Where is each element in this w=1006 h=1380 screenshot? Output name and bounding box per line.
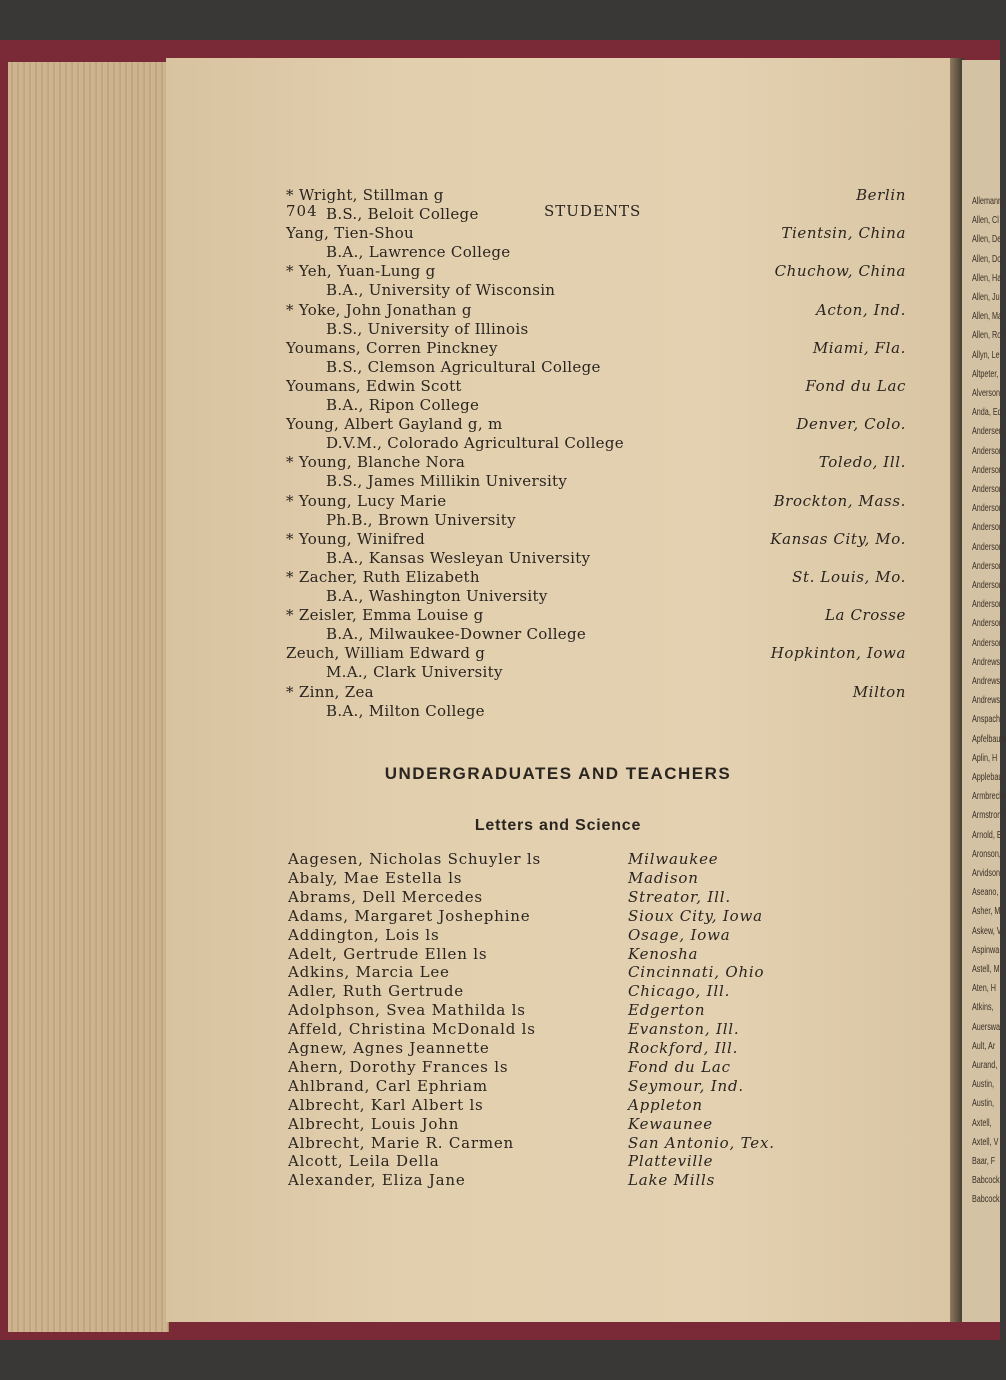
student-location: Seymour, Ind.: [628, 1076, 744, 1095]
graduate-entry: [166, 186, 950, 224]
undergraduate-entry: [166, 963, 950, 982]
facing-page-fragment: Anderson: [972, 464, 1003, 476]
facing-page-fragment: Arnold, E: [972, 829, 1002, 841]
student-name: Albrecht, Marie R. Carmen: [288, 1133, 515, 1152]
facing-page-fragment: Babcock: [972, 1194, 1000, 1206]
facing-page-fragment: Aurand,: [972, 1060, 998, 1071]
graduate-entry: [166, 377, 950, 415]
facing-page-fragment: Allen, Ju: [972, 292, 1000, 303]
facing-page-fragment: Apfelbaum: [972, 733, 1006, 745]
graduate-entry: [166, 301, 950, 339]
student-location: Milton: [852, 682, 906, 701]
graduate-entry: [166, 224, 950, 262]
student-degree: B.A., Washington University: [326, 587, 548, 605]
facing-page-fragment: Allen, Ma: [972, 311, 1003, 323]
student-name: Adler, Ruth Gertrude: [288, 982, 464, 1001]
section-heading: UNDERGRADUATES AND TEACHERS: [384, 764, 732, 783]
facing-page-fragment: Allen, Cl: [972, 215, 999, 227]
student-location: Osage, Iowa: [628, 925, 731, 944]
facing-page-fragment: Atkins,: [972, 1002, 994, 1014]
student-name: Agnew, Agnes Jeannette: [288, 1039, 490, 1057]
undergraduate-entry: [166, 982, 950, 1001]
facing-page-fragment: Austin,: [972, 1098, 995, 1110]
student-name: Aagesen, Nicholas Schuyler ls: [288, 850, 542, 868]
facing-page-fragment: Andrews,: [972, 676, 1003, 687]
facing-page-fragment: Axtell,: [972, 1117, 992, 1129]
student-name: * Wright, Stillman g: [286, 186, 444, 204]
graduate-entry: [166, 453, 950, 491]
facing-page-fragment: Anderson: [972, 599, 1003, 611]
student-degree: B.S., Clemson Agricultural College: [326, 357, 601, 376]
facing-page-fragment: Armstron: [972, 810, 1002, 822]
student-name: Ahlbrand, Carl Ephriam: [288, 1076, 488, 1095]
graduate-entry: [166, 530, 950, 568]
student-name: * Zeisler, Emma Louise g: [286, 606, 484, 625]
student-name: Youmans, Corren Pinckney: [286, 338, 498, 357]
student-location: Toledo, Ill.: [818, 453, 906, 472]
undergraduate-entry: [166, 1134, 950, 1153]
facing-page-fragment: Allen, Ha: [972, 272, 1002, 284]
graduate-entry: [166, 262, 950, 300]
facing-page-fragment: Allen, Ro: [972, 330, 1002, 342]
student-location: Lake Mills: [628, 1171, 716, 1190]
graduate-entry: [166, 606, 950, 644]
undergraduate-entry: [166, 1039, 950, 1058]
student-name: Yang, Tien-Shou: [286, 224, 415, 243]
student-degree: B.A., Ripon College: [326, 396, 480, 414]
student-name: * Zinn, Zea: [286, 682, 374, 701]
student-location: Cincinnati, Ohio: [628, 963, 765, 982]
student-location: Kansas City, Mo.: [770, 529, 906, 548]
student-location: Brockton, Mass.: [773, 491, 906, 510]
facing-page-fragment: Axtell, V: [972, 1136, 999, 1148]
undergraduate-entry: [166, 869, 950, 888]
student-name: Addington, Lois ls: [288, 925, 440, 944]
facing-page-fragment: Andrews,: [972, 656, 1003, 668]
student-name: Albrecht, Louis John: [288, 1114, 460, 1133]
student-location: Tientsin, China: [781, 224, 906, 243]
student-location: Kewaunee: [628, 1114, 713, 1133]
facing-page-fragment: Anda, Ed: [972, 407, 1002, 419]
facing-page-fragment: Aplin, H: [972, 752, 998, 764]
student-name: Youmans, Edwin Scott: [286, 377, 462, 395]
student-name: Abaly, Mae Estella ls: [288, 868, 463, 887]
facing-page-fragment: Anderson: [972, 445, 1003, 457]
facing-page-fragment: Anspach,: [972, 714, 1003, 726]
facing-page-fragment: Aspinwa: [972, 944, 1000, 956]
facing-page-fragment: Anderson: [972, 484, 1003, 495]
undergraduate-entry: [166, 1058, 950, 1077]
student-location: Chuchow, China: [774, 262, 906, 281]
student-name: Ahern, Dorothy Frances ls: [288, 1057, 509, 1076]
student-location: Rockford, Ill.: [628, 1039, 739, 1057]
facing-page-fragment: Applebau: [972, 772, 1003, 783]
undergraduate-entry: [166, 1171, 950, 1190]
facing-page-fragment: Alverson,: [972, 388, 1003, 399]
student-degree: B.A., Lawrence College: [326, 243, 511, 262]
student-name: Adkins, Marcia Lee: [288, 963, 450, 982]
facing-page-fragment: Allyn, Le: [972, 349, 1000, 361]
student-degree: B.S., Beloit College: [326, 205, 479, 223]
student-location: Miami, Fla.: [812, 338, 906, 357]
undergraduate-entry: [166, 850, 950, 869]
student-name: * Yoke, John Jonathan g: [286, 300, 472, 319]
undergraduate-entry: [166, 1115, 950, 1134]
student-degree: B.A., University of Wisconsin: [326, 281, 556, 300]
running-title: STUDENTS: [544, 202, 642, 220]
facing-page-fragment: Auerswa: [972, 1021, 1001, 1033]
facing-page-fragment: Babcock: [972, 1175, 1000, 1187]
student-location: Denver, Colo.: [796, 415, 906, 434]
graduate-entry: [166, 492, 950, 530]
student-name: * Young, Winifred: [286, 529, 426, 548]
book-page: [166, 58, 950, 1322]
student-location: Berlin: [856, 186, 906, 204]
student-location: Madison: [628, 868, 699, 887]
facing-page-fragment: Anderson: [972, 541, 1003, 553]
facing-page-fragment: Allen, De: [972, 234, 1002, 246]
student-name: Alexander, Eliza Jane: [288, 1171, 466, 1190]
student-location: Chicago, Ill.: [628, 982, 731, 1001]
student-name: * Yeh, Yuan-Lung g: [286, 262, 436, 281]
facing-page-fragment: Ault, Ar: [972, 1040, 996, 1052]
facing-page-fragment: Anderson: [972, 503, 1003, 515]
student-location: Fond du Lac: [805, 377, 906, 395]
student-name: Albrecht, Karl Albert ls: [288, 1095, 484, 1114]
facing-page-fragment: Andersen,: [972, 426, 1005, 438]
graduate-entry: [166, 415, 950, 453]
facing-page-fragment: Aseano,: [972, 887, 999, 899]
student-location: Sioux City, Iowa: [628, 906, 763, 925]
student-name: Affeld, Christina McDonald ls: [288, 1020, 536, 1039]
section-subheading: Letters and Science: [474, 817, 642, 834]
student-name: Alcott, Leila Della: [288, 1152, 440, 1171]
facing-page-fragment: Astell, M: [972, 964, 1000, 975]
facing-page-fragment: Anderson: [972, 618, 1003, 630]
facing-page-fragment: Arvidson: [972, 868, 1001, 879]
student-name: Abrams, Dell Mercedes: [288, 887, 483, 906]
facing-page-fragment: Anderson: [972, 637, 1003, 649]
graduate-entry: [166, 339, 950, 377]
undergraduate-entry: [166, 926, 950, 945]
facing-page-fragment: Anderson: [972, 522, 1003, 534]
page-edges: [8, 62, 169, 1332]
undergraduate-entry: [166, 1096, 950, 1115]
student-name: * Young, Lucy Marie: [286, 491, 447, 510]
student-degree: B.A., Milton College: [326, 701, 485, 720]
undergraduate-entry: [166, 907, 950, 926]
student-degree: D.V.M., Colorado Agricultural College: [326, 434, 624, 453]
student-name: Young, Albert Gayland g, m: [286, 415, 503, 434]
student-name: Adolphson, Svea Mathilda ls: [288, 1001, 526, 1020]
student-name: * Young, Blanche Nora: [286, 453, 466, 472]
student-name: * Zacher, Ruth Elizabeth: [286, 568, 480, 586]
undergraduate-entry: [166, 1077, 950, 1096]
student-degree: B.S., James Millikin University: [326, 472, 568, 491]
facing-page-fragment: Anderson: [972, 560, 1003, 572]
student-location: Edgerton: [628, 1001, 706, 1020]
facing-page-fragment: Allen, Do: [972, 253, 1002, 265]
student-degree: B.A., Milwaukee-Downer College: [326, 625, 587, 644]
student-location: Milwaukee: [628, 850, 719, 868]
page-number: 704: [286, 202, 318, 220]
student-degree: B.A., Kansas Wesleyan University: [326, 548, 591, 567]
facing-page-fragment: Altpeter,: [972, 368, 999, 380]
student-location: Kenosha: [628, 944, 699, 963]
student-location: Hopkinton, Iowa: [770, 644, 906, 663]
student-degree: B.S., University of Illinois: [326, 319, 529, 338]
facing-page-edge: [962, 60, 1006, 1322]
undergraduate-entry: [166, 888, 950, 907]
student-location: Streator, Ill.: [628, 887, 731, 906]
student-location: Platteville: [628, 1152, 714, 1171]
facing-page-fragment: Askew, V: [972, 925, 1002, 937]
facing-page-fragment: Asher, M: [972, 906, 1001, 918]
student-location: Appleton: [628, 1095, 703, 1114]
facing-page-fragment: Aronson,: [972, 848, 1001, 860]
undergraduate-entry: [166, 1020, 950, 1039]
student-name: Zeuch, William Edward g: [286, 644, 486, 663]
student-location: San Antonio, Tex.: [628, 1133, 775, 1152]
student-name: Adelt, Gertrude Ellen ls: [288, 944, 488, 963]
student-location: Acton, Ind.: [815, 300, 906, 319]
student-location: Evanston, Ill.: [628, 1020, 740, 1039]
student-name: Adams, Margaret Joshephine: [288, 906, 531, 925]
facing-page-fragment: Aten, H: [972, 983, 997, 995]
student-location: La Crosse: [824, 606, 906, 625]
facing-page-fragment: Baar, F: [972, 1156, 996, 1167]
undergraduate-entry: [166, 1152, 950, 1171]
student-location: St. Louis, Mo.: [792, 568, 906, 586]
graduate-entry: [166, 644, 950, 682]
student-degree: Ph.B., Brown University: [326, 510, 516, 529]
facing-page-fragment: Austin,: [972, 1079, 995, 1091]
facing-page-fragment: Andrews,: [972, 695, 1003, 707]
undergraduate-entry: [166, 1001, 950, 1020]
student-location: Fond du Lac: [628, 1057, 731, 1076]
facing-page-fragment: Allemann,: [972, 196, 1005, 207]
facing-page-fragment: Anderson: [972, 580, 1003, 591]
undergraduate-entry: [166, 945, 950, 964]
graduate-entry: [166, 683, 950, 721]
facing-page-fragment: Armbrecht: [972, 791, 1006, 803]
graduate-entry: [166, 568, 950, 606]
student-degree: M.A., Clark University: [326, 663, 503, 682]
